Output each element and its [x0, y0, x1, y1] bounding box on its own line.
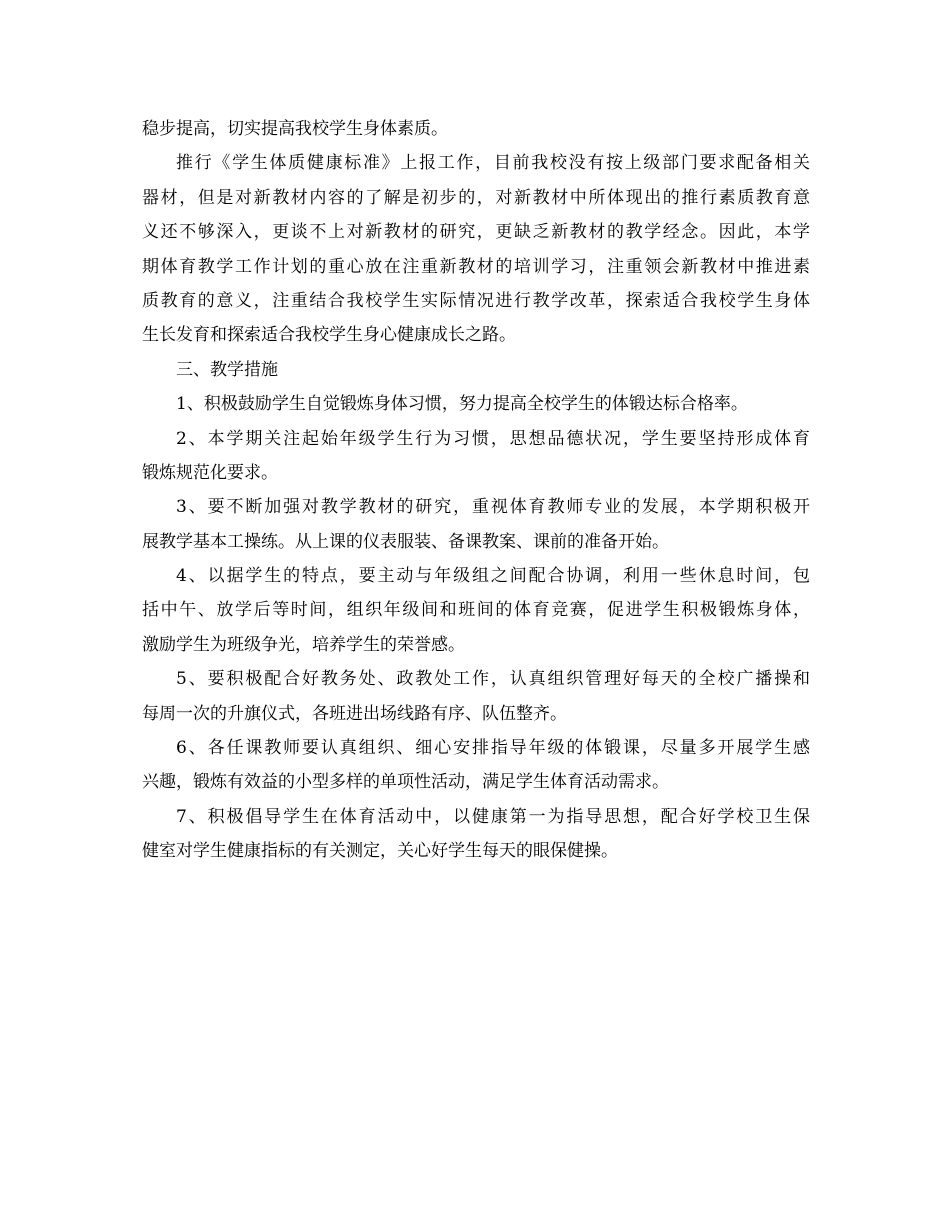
text-line: 兴趣，锻炼有效益的小型多样的单项性活动，满足学生体育活动需求。 [142, 772, 669, 793]
paragraph-intro-tail [142, 112, 810, 146]
text-line: 器材，但是对新教材内容的了解是初步的，对新教材中所体现出的推行素质教育意 [142, 187, 810, 208]
measure-item-6 [142, 731, 810, 800]
heading-text: 三、教学措施 [176, 359, 278, 380]
text-line: 4、以据学生的特点，要主动与年级组之间配合协调，利用一些休息时间，包 [176, 566, 810, 587]
measure-item-7 [142, 800, 810, 869]
text-line: 推行《学生体质健康标准》上报工作，目前我校没有按上级部门要求配备相关 [176, 153, 810, 174]
paragraph-standard-report [142, 146, 810, 352]
measure-item-2 [142, 422, 810, 491]
measure-item-1 [142, 387, 810, 421]
text-line: 生长发育和探索适合我校学生身心健康成长之路。 [142, 325, 516, 346]
section-heading [142, 353, 810, 387]
text-line: 1、积极鼓励学生自觉锻炼身体习惯，努力提高全校学生的体锻达标合格率。 [176, 394, 748, 415]
text-line: 展教学基本工操练。从上课的仪表服装、备课教案、课前的准备开始。 [142, 531, 669, 552]
measure-item-3 [142, 490, 810, 559]
text-line: 3、要不断加强对教学教材的研究，重视体育教师专业的发展，本学期积极开 [176, 497, 810, 518]
text-line: 2、本学期关注起始年级学生行为习惯，思想品德状况，学生要坚持形成体育 [176, 428, 810, 449]
document-page [142, 112, 810, 869]
text-line: 锻炼规范化要求。 [142, 462, 278, 483]
text-line: 质教育的意义，注重结合我校学生实际情况进行教学改革，探索适合我校学生身体 [142, 290, 810, 311]
text-line: 期体育教学工作计划的重心放在注重新教材的培训学习，注重领会新教材中推进素 [142, 256, 810, 277]
text-line: 激励学生为班级争光，培养学生的荣誉感。 [142, 634, 465, 655]
measure-item-5 [142, 662, 810, 731]
text-line: 义还不够深入，更谈不上对新教材的研究，更缺乏新教材的教学经念。因此，本学 [142, 222, 810, 243]
text-line: 5、要积极配合好教务处、政教处工作，认真组织管理好每天的全校广播操和 [176, 669, 810, 690]
text-line: 6、各任课教师要认真组织、细心安排指导年级的体锻课，尽量多开展学生感 [176, 738, 810, 759]
text-line: 稳步提高，切实提高我校学生身体素质。 [142, 119, 448, 139]
text-line: 括中午、放学后等时间，组织年级间和班间的体育竞赛，促进学生积极锻炼身体， [142, 600, 810, 621]
measure-item-4 [142, 559, 810, 662]
text-line: 健室对学生健康指标的有关测定，关心好学生每天的眼保健操。 [142, 841, 618, 862]
text-line: 每周一次的升旗仪式，各班进出场线路有序、队伍整齐。 [142, 703, 567, 724]
text-line: 7、积极倡导学生在体育活动中，以健康第一为指导思想，配合好学校卫生保 [176, 806, 810, 827]
